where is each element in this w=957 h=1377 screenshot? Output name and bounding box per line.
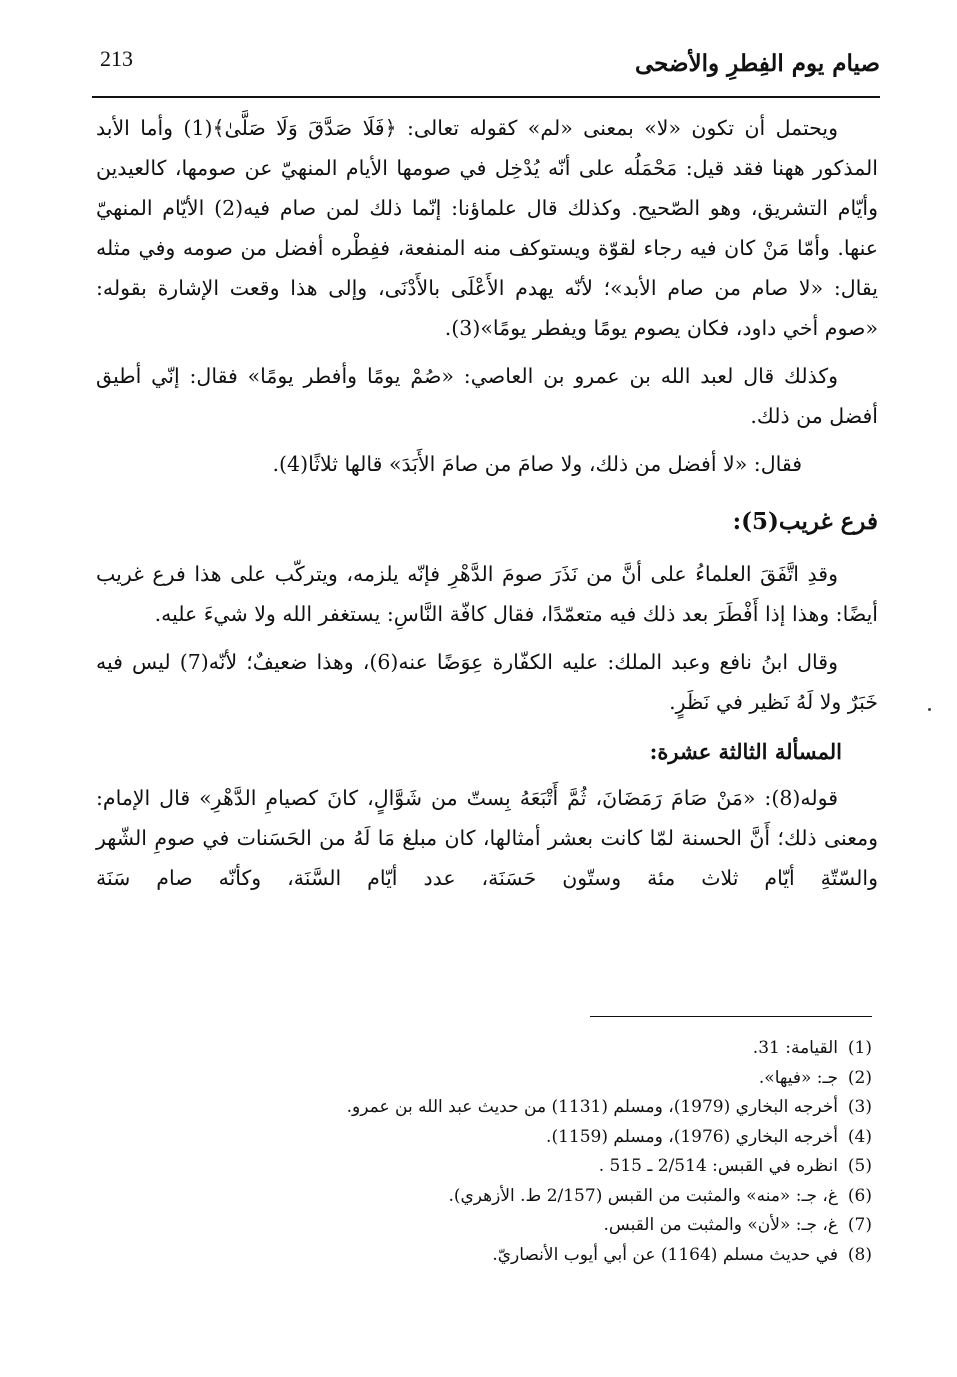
footnote-text: جـ: «فيها».	[758, 1067, 838, 1088]
paragraph-3: فقال: «لا أفضل من ذلك، ولا صامَ من صامَ الأَبَدَ» قالها ثلاثًا(4).	[272, 452, 802, 476]
footnote-number: (8)	[847, 1244, 872, 1265]
footnote-number: (5)	[847, 1156, 872, 1176]
footnote-text: انظره في القبس: 2/514 ـ 515 .	[598, 1156, 838, 1176]
footnote-text: القيامة: 31.	[752, 1038, 838, 1058]
footnote-item	[96, 1034, 872, 1064]
footnote-item	[96, 1123, 872, 1153]
footnote-number: (6)	[847, 1185, 872, 1206]
running-title: صيام يوم الفِطرِ والأضحى	[634, 50, 880, 77]
footnote-number: (4)	[847, 1126, 872, 1147]
footnote-text: في حديث مسلم (1164) عن أبي أيوب الأنصاريّ.	[492, 1244, 838, 1265]
footnote-number: (1)	[847, 1038, 872, 1058]
section-subheading: المسألة الثالثة عشرة:	[649, 739, 842, 764]
scan-speck	[928, 708, 931, 711]
paragraph-4: وقدِ اتَّفَقَ العلماءُ على أنَّ من نَذَرَ صومَ الدَّهْرِ فإنّه يلزمه، ويتركّب على هذا فرع غريب أيضًا: وهذا إذا أَفْطَرَ بعد ذلك فيه متعمّدًا، فقال كافّة النَّاسِ: يستغفر الله ولا شيءَ عليه.	[96, 562, 878, 626]
paragraph-5: وقال ابنُ نافع وعبد الملك: عليه الكفّارة عِوَضًا عنه(6)، وهذا ضعيفٌ؛ لأنّه(7) ليس فيه خَبَرٌ ولا لَهُ نَظير في نَظَرٍ.	[96, 650, 878, 714]
footnote-item	[96, 1241, 872, 1271]
footnote-item	[96, 1093, 872, 1123]
footnote-item	[96, 1152, 872, 1182]
section-heading: فرع غريب(5):	[732, 508, 878, 535]
footnote-text: أخرجه البخاري (1979)، ومسلم (1131) من حديث عبد الله بن عمرو.	[346, 1097, 838, 1117]
paragraph-2: وكذلك قال لعبد الله بن عمرو بن العاصي: «صُمْ يومًا وأفطر يومًا» فقال: إنّي أطيق أفضل من ذلك.	[96, 364, 878, 428]
footnote-item	[96, 1064, 872, 1094]
footnote-item	[96, 1182, 872, 1212]
footnotes	[96, 1034, 872, 1270]
footnote-text: غ، جـ: «لأن» والمثبت من القبس.	[603, 1215, 838, 1235]
footnote-number: (3)	[847, 1097, 872, 1117]
footnote-number: (7)	[847, 1215, 872, 1235]
page-header	[92, 40, 880, 98]
footnote-item	[96, 1211, 872, 1241]
page-number: 213	[100, 46, 133, 71]
footnote-text: أخرجه البخاري (1976)، ومسلم (1159).	[546, 1126, 838, 1147]
footnote-number: (2)	[847, 1067, 872, 1088]
footnote-separator	[590, 1016, 872, 1017]
paragraph-6: قوله(8): «مَنْ صَامَ رَمَضَانَ، ثُمَّ أَتْبَعَهُ بِستّ من شَوَّالٍ، كانَ كصيامِ الدَّهْرِ» قال الإمام: ومعنى ذلك؛ أَنَّ الحسنة لمّا كانت بعشر أمثالها، كان مبلغ مَا لَهُ من الحَسَنات في صومِ الشّهر والسّتّةِ أيّام ثلاث مئة وستّون حَسَنَة، عدد أيّام السَّنَة، وكأنّه صام سَنَة	[96, 786, 878, 890]
footnote-text: غ، جـ: «منه» والمثبت من القبس (2/157 ط. الأزهري).	[448, 1185, 838, 1206]
main-text	[96, 108, 878, 906]
paragraph-1: ويحتمل أن تكون «لا» بمعنى «لم» كقوله تعالى: ﴿فَلَا صَدَّقَ وَلَا صَلَّىٰ﴾(1) وأما الأبد المذكور ههنا فقد قيل: مَحْمَلُه على أنّه يُدْخِل في صومها الأيام المنهيّ عن صومها، كالعيدين وأيّام التشريق، وهو الصّحيح. وكذلك قال علماؤنا: إنّما ذلك لمن صام فيه(2) الأيّام المنهيّ عنها. وأمّا مَنْ كان فيه رجاء لقوّة ويستوكف منه المنفعة، ففِطْره أفضل من صومه وفي مثله يقال: «لا صام من صام الأبد»؛ لأنّه يهدم الأَعْلَى بالأَدْنَى، وإلى هذا وقعت الإشارة بقوله: «صوم أخي داود، فكان يصوم يومًا ويفطر يومًا»(3).	[96, 116, 879, 340]
